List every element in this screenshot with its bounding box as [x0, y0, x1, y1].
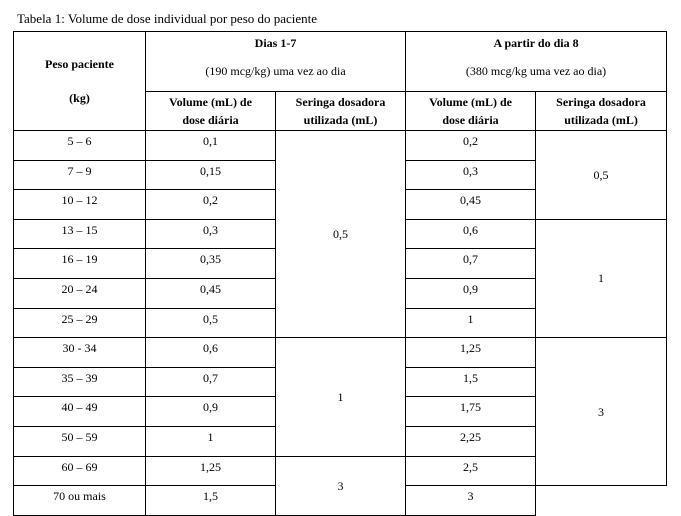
header-peso: Peso paciente (kg)	[14, 32, 146, 131]
table-row	[14, 131, 667, 161]
header-group-dias-1-7: Dias 1-7 (190 mcg/kg) uma vez ao dia	[146, 32, 406, 92]
cell-peso: 50 – 59	[14, 426, 146, 456]
cell-volume-2: 1,25	[406, 338, 536, 368]
cell-volume-1: 0,3	[146, 219, 276, 249]
cell-volume-2: 0,2	[406, 131, 536, 161]
dose-table	[13, 31, 667, 516]
cell-peso: 13 – 15	[14, 219, 146, 249]
cell-volume-1: 0,1	[146, 131, 276, 161]
cell-peso: 70 ou mais	[14, 486, 146, 516]
cell-peso: 20 – 24	[14, 278, 146, 308]
cell-peso: 35 – 39	[14, 367, 146, 397]
cell-volume-1: 0,9	[146, 397, 276, 427]
header-group-dia-8: A partir do dia 8 (380 mcg/kg uma vez ao dia)	[406, 32, 667, 92]
cell-seringa-1: 3	[276, 456, 406, 515]
table-caption: Tabela 1: Volume de dose individual por peso do paciente	[17, 11, 318, 26]
cell-peso: 30 - 34	[14, 338, 146, 368]
cell-volume-2: 0,3	[406, 160, 536, 190]
cell-volume-2: 2,5	[406, 456, 536, 486]
cell-volume-1: 1,25	[146, 456, 276, 486]
cell-volume-2: 0,45	[406, 190, 536, 220]
cell-volume-2: 0,7	[406, 249, 536, 279]
cell-peso: 16 – 19	[14, 249, 146, 279]
cell-volume-2: 2,25	[406, 426, 536, 456]
cell-volume-2: 1,75	[406, 397, 536, 427]
cell-volume-1: 0,45	[146, 278, 276, 308]
cell-volume-2: 1	[406, 308, 536, 338]
cell-peso: 10 – 12	[14, 190, 146, 220]
header-seringa-1: Seringa dosadora utilizada (mL)	[276, 92, 406, 131]
cell-seringa-2: 0,5	[536, 131, 667, 220]
cell-seringa-2: 3	[536, 338, 667, 486]
cell-volume-1: 1,5	[146, 486, 276, 516]
cell-seringa-1: 0,5	[276, 131, 406, 338]
table-row	[14, 338, 667, 368]
header-seringa-2: Seringa dosadora utilizada (mL)	[536, 92, 667, 131]
cell-volume-1: 0,6	[146, 338, 276, 368]
cell-seringa-1: 1	[276, 338, 406, 456]
cell-peso: 60 – 69	[14, 456, 146, 486]
cell-volume-2: 0,6	[406, 219, 536, 249]
header-volume-2: Volume (mL) de dose diária	[406, 92, 536, 131]
cell-volume-1: 0,2	[146, 190, 276, 220]
cell-peso: 7 – 9	[14, 160, 146, 190]
cell-volume-1: 0,5	[146, 308, 276, 338]
cell-volume-1: 1	[146, 426, 276, 456]
cell-volume-2: 3	[406, 486, 536, 516]
cell-peso: 5 – 6	[14, 131, 146, 161]
header-volume-1: Volume (mL) de dose diária	[146, 92, 276, 131]
cell-volume-2: 1,5	[406, 367, 536, 397]
cell-volume-2: 0,9	[406, 278, 536, 308]
cell-peso: 25 – 29	[14, 308, 146, 338]
cell-volume-1: 0,35	[146, 249, 276, 279]
cell-seringa-2: 1	[536, 219, 667, 337]
cell-volume-1: 0,15	[146, 160, 276, 190]
cell-volume-1: 0,7	[146, 367, 276, 397]
cell-peso: 40 – 49	[14, 397, 146, 427]
